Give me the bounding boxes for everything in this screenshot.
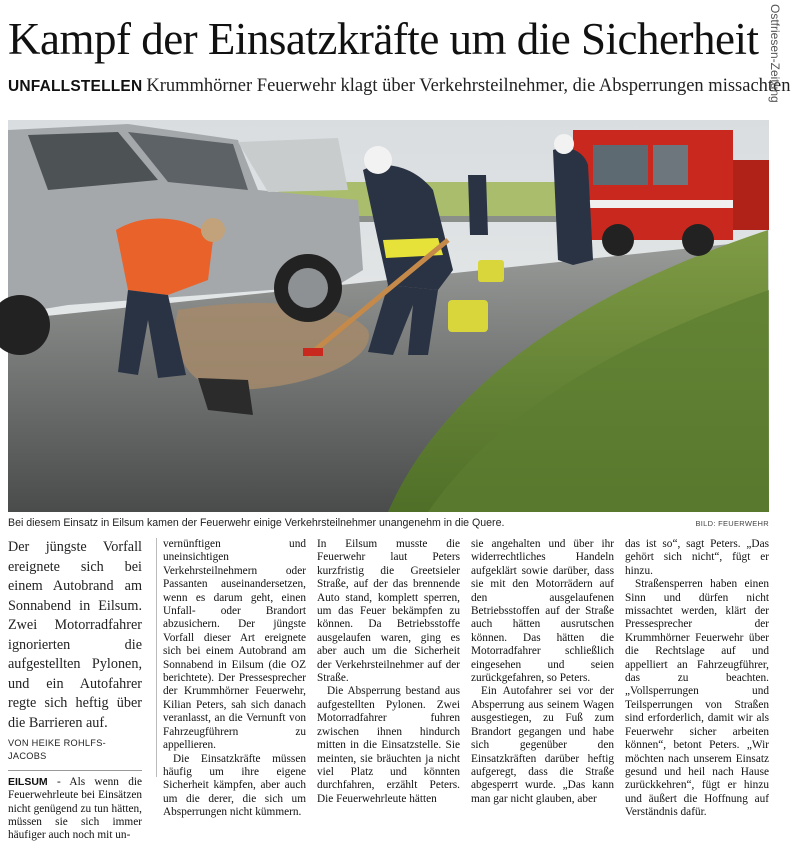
column-3 xyxy=(317,538,460,805)
divider xyxy=(8,770,142,771)
byline: VON HEIKE ROHLFS-JACOBS xyxy=(8,738,107,762)
body-paragraph: vernünftigen und uneinsichtigen Verkehrsteilnehmern oder Passanten auseinandersetzen, wenn es darum geht, einen Unfall- oder Brandort abzusichern. Der jüngste Vorfall dieser Art ereignete sich bei einem Autobrand am Sonnabend in Eilsum (die OZ berichtete). Der Pressesprecher der Krummhörner Feuerwehr, Kilian Peters, sah sich danach veranlasst, an die Vernunft von Fahrzeugführern zu appellieren. xyxy=(163,538,306,752)
column-2 xyxy=(163,538,306,819)
body-text: - Als wenn die Feuerwehrleute bei Einsätzen nicht genügend zu tun hätten, müssen sie sich immer häufiger auch noch mit un- xyxy=(8,775,142,842)
photo-credit: BILD: FEUERWEHR xyxy=(695,519,769,528)
side-note: Ostfriesen-Zeitung xyxy=(768,4,782,103)
headline: Kampf der Einsatzkräfte um die Sicherheit xyxy=(8,14,759,64)
body-paragraph xyxy=(8,776,142,843)
kicker: UNFALLSTELLEN xyxy=(8,78,143,95)
column-separator xyxy=(156,538,157,777)
teaser: Der jüngste Vorfall ereignete sich bei einem Autobrand am Sonnabend in Eilsum. Zwei Motorradfahrer ignorierten die aufgestellten Pylonen, und ein Autofahrer regte sich heftig über die Barrieren auf. xyxy=(8,539,142,731)
column-5 xyxy=(625,538,769,819)
body-paragraph: Ein Autofahrer sei vor der Absperrung aus seinem Wagen ausgestiegen, zu Fuß zum Brandort gegangen und habe sich gegenüber den Einsatzkräften darüber heftig aufgeregt, dass die Straße abgesperrt wurde. „Das kann man gar nicht glauben, aber xyxy=(471,685,614,805)
article-photo xyxy=(8,120,769,512)
column-4 xyxy=(471,538,614,805)
body-paragraph: Die Absperrung bestand aus aufgestellten Pylonen. Zwei Motorradfahrer fuhren zwischen ihnen hindurch mitten in die Einsatzstelle. Sie meinten, sie bräuchten ja nicht viel Platz und könnten durchfahren, erzählt Peters. Die Feuerwehrleute hätten xyxy=(317,685,460,805)
body-paragraph: In Eilsum musste die Feuerwehr laut Peters kurzfristig die Greetsieler Straße, auf der das brennende Auto stand, komplett sperren, um das Feuer bekämpfen zu können. Da Betriebsstoffe ausgelaufen waren, ging es aber auch um die Sicherheit der Verkehrsteilnehmer auf der Straße. xyxy=(317,538,460,685)
subline-text: Krummhörner Feuerwehr klagt über Verkehrsteilnehmer, die Absperrungen missachten xyxy=(146,76,791,96)
photo-caption: Bei diesem Einsatz in Eilsum kamen der Feuerwehr einige Verkehrsteilnehmer unangenehm in die Quere. xyxy=(8,517,505,529)
body-paragraph: das ist so“, sagt Peters. „Das gehört sich nicht“, fügt er hinzu. xyxy=(625,538,769,577)
body-paragraph: Die Einsatzkräfte müssen häufig um ihre eigene Sicherheit kämpfen, aber auch um die derer, die sich um Absperrungen nicht kümmern. xyxy=(163,752,306,819)
dateline: EILSUM xyxy=(8,775,48,788)
subline xyxy=(8,74,791,99)
body-paragraph: Straßensperren haben einen Sinn und dürfen nicht missachtet werden, klärt der Pressesprecher der Krummhörner Feuerwehr über die Rechtslage auf und appelliert an Fahrzeugführer, das zu beachten. „Vollsperrungen und Teilsperrungen von Straßen sind erforderlich, damit wir als Feuerwehr sicher arbeiten können“, betont Peters. „Wir möchten nach unserem Einsatz gesund und heil nach Hause zurückkehren“, fügt er hinzu und äußert die Hoffnung auf Verständnis dafür. xyxy=(625,578,769,819)
body-paragraph: sie angehalten und über ihr widerrechtliches Handeln aufgeklärt sowie darüber, dass sie mit den Motorrädern auf den ausgelaufenen Betriebsstoffen auf der Straße auch hätten ausrutschen können. Das hätten die Motorradfahrer schließlich eingesehen und seien zurückgefahren, so Peters. xyxy=(471,538,614,685)
column-1 xyxy=(8,538,142,842)
